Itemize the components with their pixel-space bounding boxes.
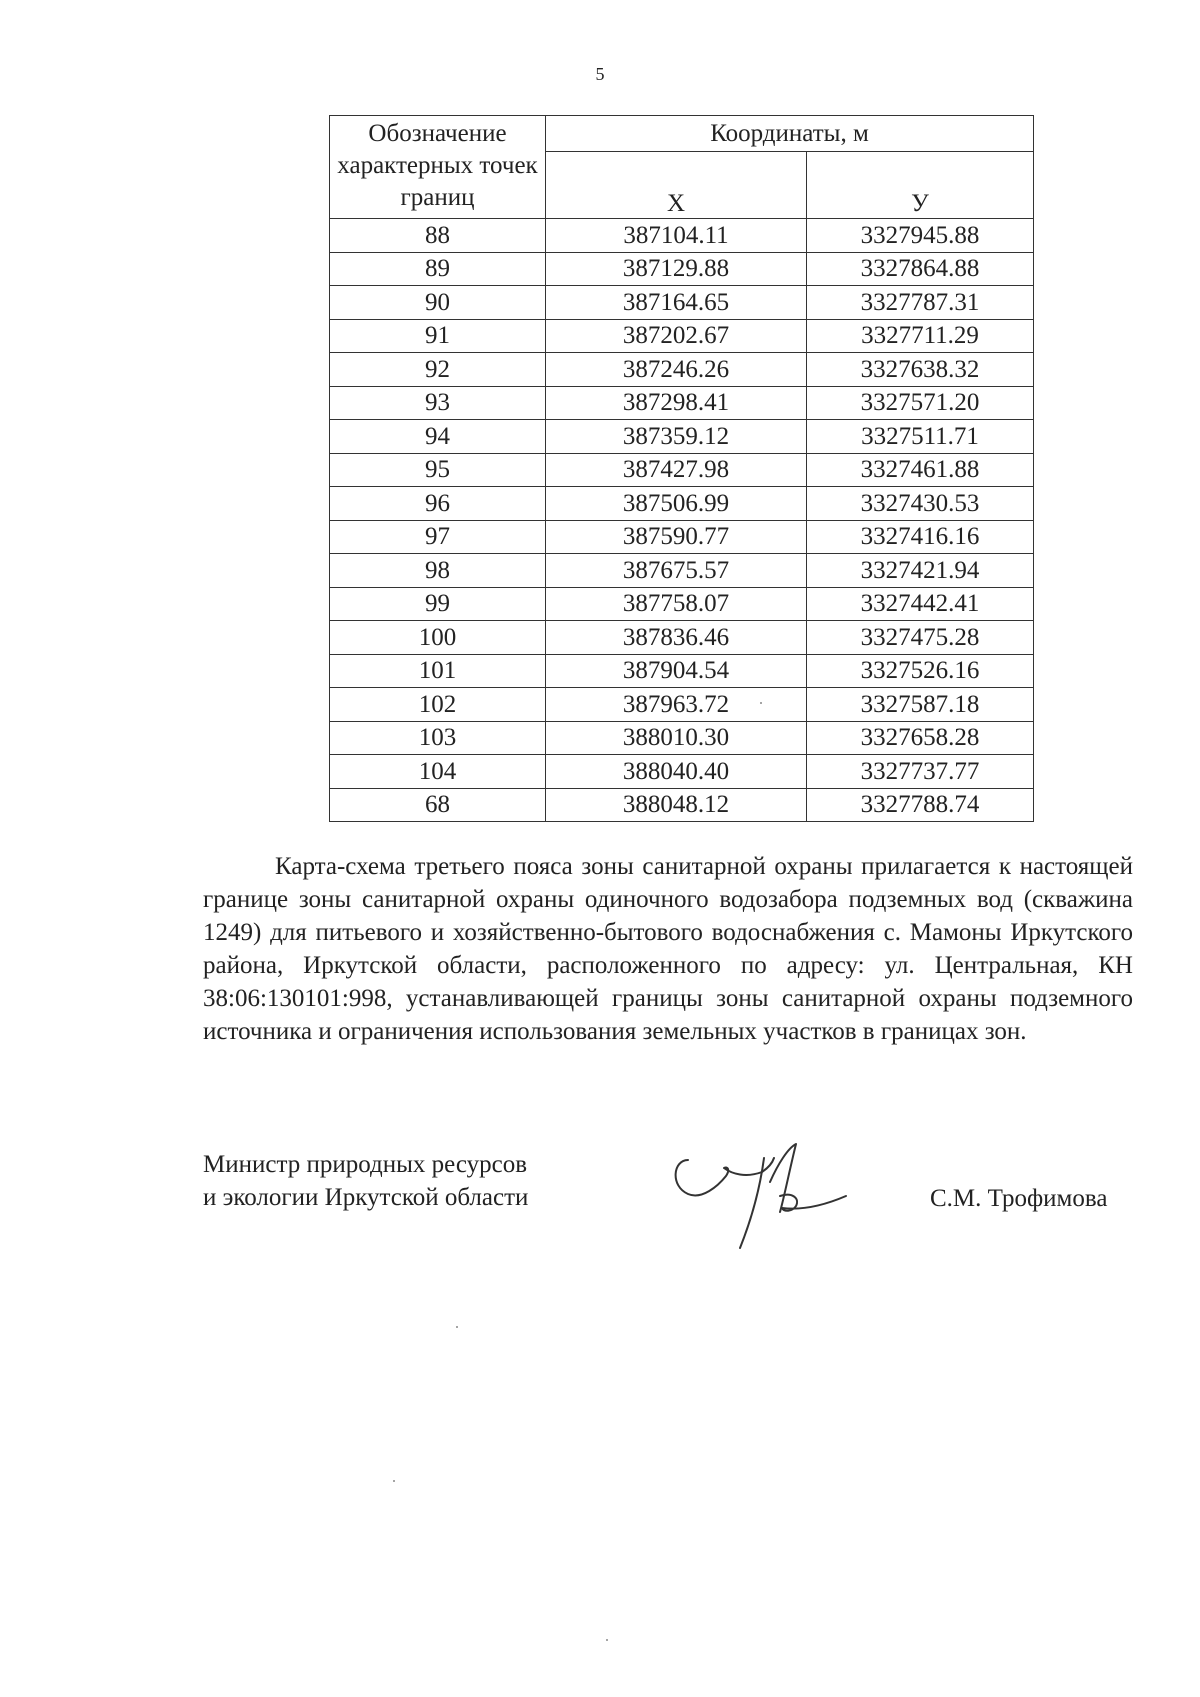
cell-x: 387836.46	[546, 621, 807, 655]
cell-x: 387675.57	[546, 554, 807, 588]
scan-speck	[606, 1639, 608, 1641]
table-row	[330, 420, 1034, 454]
cell-y: 3327526.16	[807, 654, 1034, 688]
table-row	[330, 353, 1034, 387]
cell-x: 387104.11	[546, 219, 807, 253]
cell-x: 387164.65	[546, 286, 807, 320]
table-row	[330, 621, 1034, 655]
table-row	[330, 688, 1034, 722]
cell-point: 97	[330, 520, 546, 554]
cell-point: 104	[330, 755, 546, 789]
scan-speck	[456, 1326, 458, 1328]
cell-y: 3327711.29	[807, 319, 1034, 353]
header-point-label: Обозначение характерных точек границ	[330, 116, 546, 219]
cell-x: 388040.40	[546, 755, 807, 789]
table-row	[330, 721, 1034, 755]
signatory-title	[203, 1148, 528, 1214]
cell-point: 92	[330, 353, 546, 387]
cell-point: 94	[330, 420, 546, 454]
header-coordinates: Координаты, м	[546, 116, 1034, 152]
table-row	[330, 487, 1034, 521]
cell-x: 387758.07	[546, 587, 807, 621]
cell-x: 387963.72	[546, 688, 807, 722]
table-row	[330, 286, 1034, 320]
cell-y: 3327511.71	[807, 420, 1034, 454]
cell-point: 101	[330, 654, 546, 688]
table-row	[330, 554, 1034, 588]
cell-y: 3327442.41	[807, 587, 1034, 621]
cell-y: 3327787.31	[807, 286, 1034, 320]
cell-point: 95	[330, 453, 546, 487]
cell-point: 93	[330, 386, 546, 420]
cell-y: 3327638.32	[807, 353, 1034, 387]
cell-point: 98	[330, 554, 546, 588]
cell-y: 3327461.88	[807, 453, 1034, 487]
cell-point: 88	[330, 219, 546, 253]
cell-y: 3327571.20	[807, 386, 1034, 420]
scan-speck	[393, 1480, 395, 1482]
cell-y: 3327430.53	[807, 487, 1034, 521]
cell-x: 387904.54	[546, 654, 807, 688]
header-y: У	[807, 152, 1034, 219]
cell-x: 388048.12	[546, 788, 807, 822]
cell-x: 387298.41	[546, 386, 807, 420]
table-body	[330, 219, 1034, 822]
cell-point: 99	[330, 587, 546, 621]
header-x: X	[546, 152, 807, 219]
table-row	[330, 252, 1034, 286]
page-number: 5	[595, 64, 605, 84]
cell-point: 100	[330, 621, 546, 655]
body-paragraph: Карта-схема третьего пояса зоны санитарной охраны прилагается к настоящей границе зоны санитарной охраны одиночного водозабора подземных вод (скважина 1249) для питьевого и хозяйственно-бытового водоснабжения с. Мамоны Иркутского района, Иркутской области, расположенного по адресу: ул. Центральная, КН 38:06:130101:998, устанавливающей границы зоны санитарной охраны подземного источника и ограничения использования земельных участков в границах зон.	[203, 853, 1133, 1045]
cell-y: 3327587.18	[807, 688, 1034, 722]
table-row	[330, 755, 1034, 789]
table-row	[330, 319, 1034, 353]
table-row	[330, 520, 1034, 554]
cell-point: 103	[330, 721, 546, 755]
cell-point: 96	[330, 487, 546, 521]
cell-y: 3327475.28	[807, 621, 1034, 655]
cell-y: 3327737.77	[807, 755, 1034, 789]
coordinates-table	[329, 115, 1034, 822]
cell-point: 90	[330, 286, 546, 320]
cell-x: 387506.99	[546, 487, 807, 521]
signatory-title-line-1: Министр природных ресурсов	[203, 1151, 528, 1178]
cell-point: 89	[330, 252, 546, 286]
cell-x: 387359.12	[546, 420, 807, 454]
table-row	[330, 587, 1034, 621]
scan-speck	[760, 702, 762, 704]
cell-x: 387590.77	[546, 520, 807, 554]
signatory-title-line-2: и экологии Иркутской области	[203, 1184, 529, 1211]
cell-y: 3327416.16	[807, 520, 1034, 554]
cell-y: 3327421.94	[807, 554, 1034, 588]
table-row	[330, 453, 1034, 487]
cell-point: 91	[330, 319, 546, 353]
cell-point: 68	[330, 788, 546, 822]
table-row	[330, 219, 1034, 253]
cell-point: 102	[330, 688, 546, 722]
cell-y: 3327788.74	[807, 788, 1034, 822]
cell-x: 387246.26	[546, 353, 807, 387]
table-row	[330, 386, 1034, 420]
cell-x: 387202.67	[546, 319, 807, 353]
signatory-name: С.М. Трофимова	[930, 1185, 1108, 1212]
table-row	[330, 654, 1034, 688]
cell-y: 3327945.88	[807, 219, 1034, 253]
handwritten-signature	[668, 1138, 868, 1258]
cell-y: 3327864.88	[807, 252, 1034, 286]
table-row	[330, 788, 1034, 822]
cell-x: 387427.98	[546, 453, 807, 487]
cell-x: 387129.88	[546, 252, 807, 286]
cell-x: 388010.30	[546, 721, 807, 755]
cell-y: 3327658.28	[807, 721, 1034, 755]
table-header-row	[330, 116, 1034, 152]
